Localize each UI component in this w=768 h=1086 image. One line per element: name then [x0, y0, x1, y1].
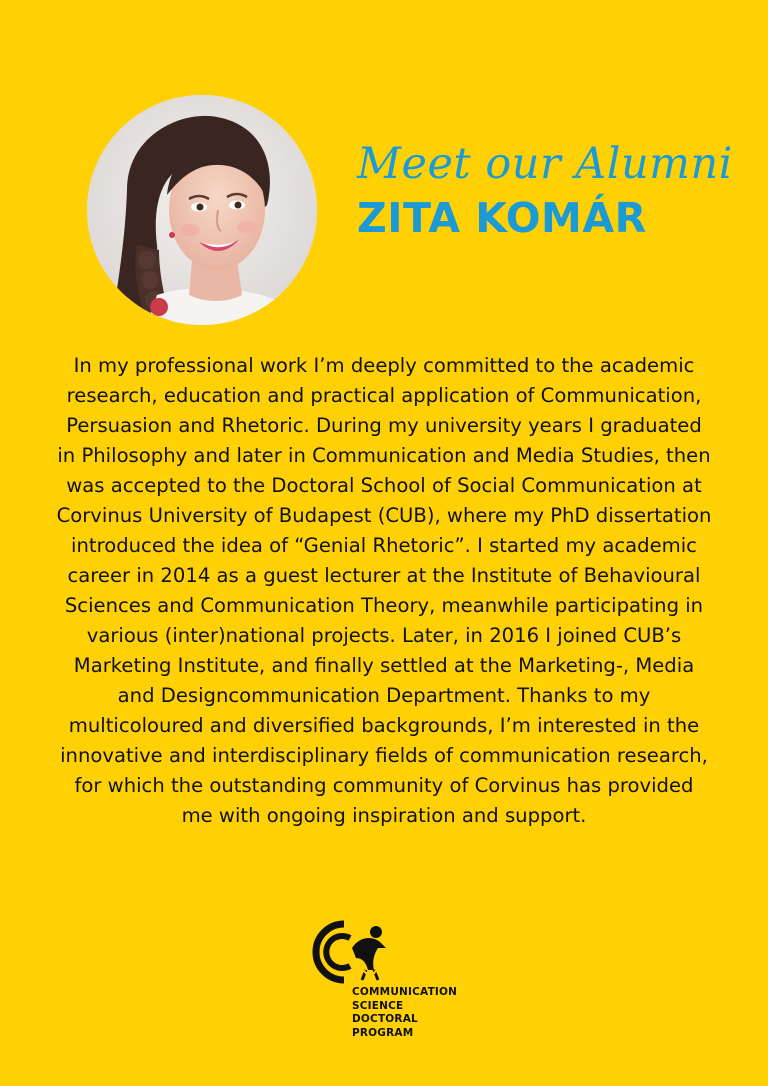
- bio-text: In my professional work I’m deeply committed to the academic research, education and practical application of Communication, Persuasion and Rhetoric. During my university years I graduated in Philosophy and later in Communication and Media Studies, then was accepted to the Doctoral School of Social Communication at Corvinus University of Budapest (CUB), where my PhD dissertation introduced the idea of “Genial Rhetoric”. I started my academic career in 2014 as a guest lecturer at the Institute of Behavioural Sciences and Communication Theory, meanwhile participating in various (inter)national projects. Later, in 2016 I joined CUB’s Marketing Institute, and finally settled at the Marketing-, Media and Designcommunication Department. Thanks to my multicoloured and diversified backgrounds, I’m interested in the innovative and interdisciplinary fields of communication research, for which the outstanding community of Corvinus has provided me with ongoing inspiration and support.: [56, 354, 712, 827]
- logo-line: COMMUNICATION: [352, 986, 458, 998]
- portrait-illustration: [87, 95, 317, 325]
- headline: [357, 138, 747, 244]
- logo-mark-icon: [300, 918, 395, 986]
- program-logo: [300, 918, 470, 1048]
- logo-text: [352, 986, 457, 1040]
- logo-line: DOCTORAL: [352, 1013, 418, 1025]
- logo-line: SCIENCE: [352, 999, 404, 1012]
- portrait-photo: [87, 95, 317, 325]
- alumni-name: ZITA KOMÁR: [357, 194, 647, 242]
- logo-line: PROGRAM: [352, 1026, 414, 1039]
- tagline: Meet our Alumni: [357, 139, 733, 189]
